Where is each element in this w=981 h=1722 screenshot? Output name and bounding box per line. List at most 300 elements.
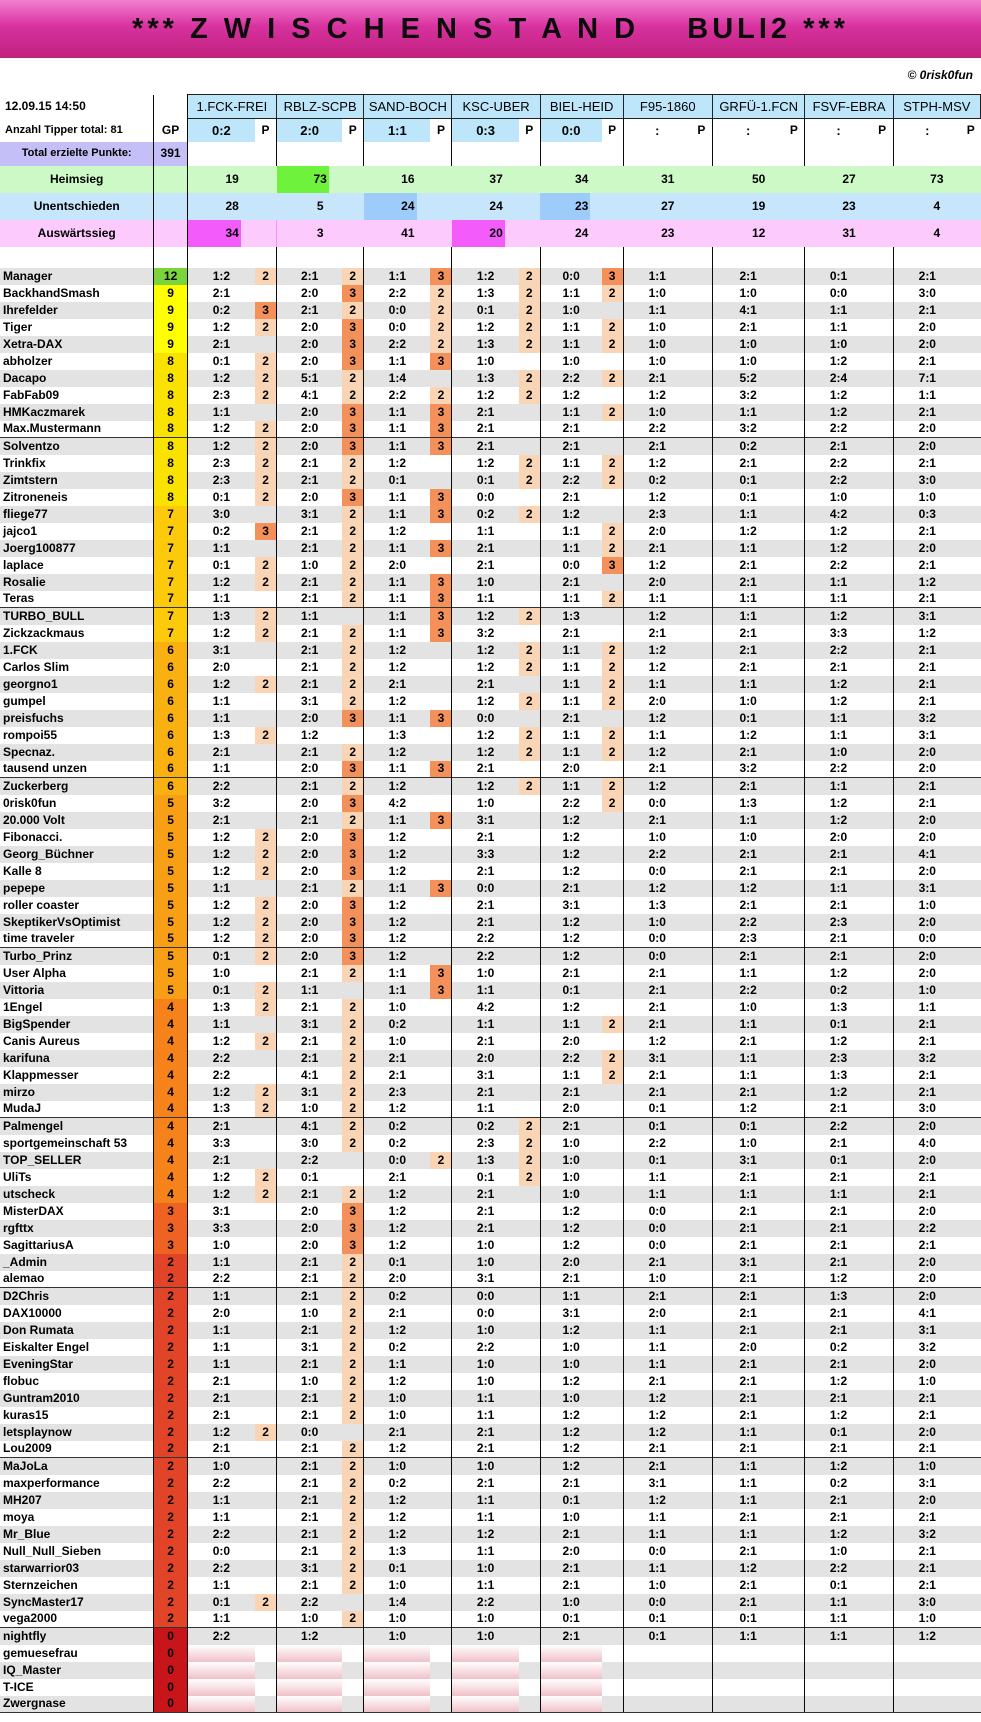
- tip-score: 1:4: [364, 1594, 431, 1611]
- tip-score: 2:1: [364, 1305, 431, 1322]
- tip-score: 1:1: [540, 285, 601, 302]
- tip-points: 2: [342, 1016, 364, 1033]
- tip-points: [783, 1492, 805, 1509]
- tip-score: 1:2: [540, 1373, 601, 1390]
- tip-points: [691, 557, 713, 574]
- tip-score: 1:2: [805, 795, 872, 812]
- tip-score: 2:0: [893, 319, 961, 336]
- tip-points: 2: [519, 642, 541, 659]
- tip-score: 2:1: [277, 778, 343, 795]
- player-name: rgfttx: [0, 1220, 154, 1237]
- tip-points: [961, 455, 981, 472]
- tip-score: 1:0: [540, 1356, 601, 1373]
- tip-points: [519, 591, 541, 608]
- tip-points: [519, 676, 541, 693]
- stat-value: 4: [893, 220, 980, 247]
- player-gp: 7: [154, 540, 187, 557]
- tip-score: 2:0: [277, 897, 343, 914]
- tip-score: 1:1: [623, 1339, 691, 1356]
- tip-score: 0:0: [452, 1288, 519, 1305]
- tip-points: [783, 540, 805, 557]
- tip-points: 2: [430, 336, 452, 353]
- tip-points: 2: [602, 319, 624, 336]
- tip-score: 0:1: [623, 1152, 691, 1169]
- tip-points: [430, 557, 452, 574]
- player-row: [0, 676, 981, 693]
- tip-points: [872, 1543, 894, 1560]
- player-gp: 8: [154, 455, 187, 472]
- tip-score: 1:1: [187, 404, 255, 421]
- tip-points: [783, 1186, 805, 1203]
- tip-points: 2: [342, 1033, 364, 1050]
- tip-points: [519, 880, 541, 897]
- tip-score: 1:2: [452, 608, 519, 625]
- tip-score: 2:1: [893, 659, 961, 676]
- tip-points: [602, 761, 624, 778]
- tip-points: [961, 1509, 981, 1526]
- tip-score: 2:2: [187, 1050, 255, 1067]
- tip-score: 1:0: [277, 1611, 343, 1628]
- tip-score: 2:2: [805, 455, 872, 472]
- tip-score: 0:0: [623, 948, 691, 965]
- tip-points: [783, 1322, 805, 1339]
- tip-points: [519, 438, 541, 455]
- tip-score: 4:1: [712, 302, 783, 319]
- player-gp: 2: [154, 1543, 187, 1560]
- tip-points: 2: [342, 557, 364, 574]
- tip-points: 2: [602, 455, 624, 472]
- tip-points: [255, 659, 277, 676]
- tip-points: [872, 812, 894, 829]
- tip-points: [602, 1424, 624, 1441]
- tip-points: [783, 1101, 805, 1118]
- tip-points: [872, 285, 894, 302]
- tip-score: 1:1: [623, 1169, 691, 1186]
- player-gp: 7: [154, 608, 187, 625]
- player-row: [0, 1203, 981, 1220]
- tip-score: 1:2: [623, 608, 691, 625]
- tip-score: 2:0: [540, 1254, 601, 1271]
- tip-score: 1:1: [805, 319, 872, 336]
- tip-points: [430, 642, 452, 659]
- tip-points: [783, 727, 805, 744]
- tip-points: [519, 982, 541, 999]
- tip-points: [430, 455, 452, 472]
- tip-score: 1:2: [364, 1237, 431, 1254]
- player-name: tausend unzen: [3, 761, 88, 776]
- tip-points: [783, 761, 805, 778]
- tip-points: [961, 778, 981, 795]
- tip-points: 2: [519, 608, 541, 625]
- tip-points: [519, 1543, 541, 1560]
- tip-score: 1:2: [805, 1033, 872, 1050]
- tip-score: 1:2: [452, 727, 519, 744]
- tip-points: 2: [255, 999, 277, 1016]
- tip-score: 2:1: [187, 1441, 255, 1458]
- tip-score: 0:1: [364, 472, 431, 489]
- tip-points: [961, 1135, 981, 1152]
- tip-points: 2: [602, 370, 624, 387]
- tip-score: 0:1: [623, 1611, 691, 1628]
- tip-points: [872, 914, 894, 931]
- tip-points: [519, 1611, 541, 1628]
- tip-points: [602, 1169, 624, 1186]
- tip-points: [430, 1475, 452, 1492]
- player-row: [0, 1696, 981, 1713]
- tip-score: 1:2: [187, 1084, 255, 1101]
- tip-points: [691, 1407, 713, 1424]
- tip-score: 0:0: [364, 1152, 431, 1169]
- tip-points: [255, 880, 277, 897]
- tip-score: 3:1: [623, 1475, 691, 1492]
- tip-points: [255, 965, 277, 982]
- player-row: [0, 1237, 981, 1254]
- tip-score: 1:2: [805, 608, 872, 625]
- tip-score: 2:1: [805, 438, 872, 455]
- tip-points: 2: [342, 1543, 364, 1560]
- tip-score: 1:1: [805, 727, 872, 744]
- tip-points: [691, 1220, 713, 1237]
- tip-score: 2:1: [277, 1475, 343, 1492]
- tip-points: [961, 1611, 981, 1628]
- tip-points: [872, 931, 894, 948]
- tip-points: [342, 1424, 364, 1441]
- tip-points: [255, 795, 277, 812]
- tip-score: 1:1: [805, 302, 872, 319]
- tip-score: 2:2: [805, 1560, 872, 1577]
- player-row: [0, 1526, 981, 1543]
- tip-points: [691, 863, 713, 880]
- tip-points: [691, 931, 713, 948]
- tip-score: 2:0: [277, 1220, 343, 1237]
- tip-points: [961, 1084, 981, 1101]
- tip-score: 2:1: [805, 1390, 872, 1407]
- tip-score: 2:0: [805, 829, 872, 846]
- tip-points: [872, 1152, 894, 1169]
- tip-score: 1:1: [623, 727, 691, 744]
- player-row: [0, 693, 981, 710]
- tipper-count: Anzahl Tipper total: 81: [5, 123, 123, 136]
- tip-score: 2:1: [893, 1169, 961, 1186]
- tip-score: 2:1: [712, 642, 783, 659]
- points-header: P: [789, 122, 798, 137]
- tip-score: 2:1: [893, 642, 961, 659]
- tip-points: [430, 897, 452, 914]
- tip-points: [872, 795, 894, 812]
- tip-points: [872, 1237, 894, 1254]
- tip-points: 2: [342, 1475, 364, 1492]
- tip-score: 2:1: [623, 1458, 691, 1475]
- player-name: Max.Mustermann: [3, 421, 102, 436]
- tip-score: 2:1: [893, 676, 961, 693]
- tip-score: 1:0: [540, 1509, 601, 1526]
- player-gp: 2: [154, 1424, 187, 1441]
- tip-score: 1:2: [623, 1407, 691, 1424]
- tip-score: 1:2: [623, 557, 691, 574]
- tip-score: 0:1: [187, 353, 255, 370]
- tip-points: [961, 863, 981, 880]
- tip-points: [872, 353, 894, 370]
- stat-value: 37: [452, 166, 540, 193]
- player-gp: 7: [154, 506, 187, 523]
- player-name: gumpel: [3, 693, 46, 708]
- tip-score: 1:2: [623, 642, 691, 659]
- tip-score: 1:0: [623, 285, 691, 302]
- tip-points: 3: [342, 336, 364, 353]
- tip-points: 2: [342, 387, 364, 404]
- player-name: SkeptikerVsOptimist: [0, 914, 154, 931]
- tip-score: 2:1: [805, 1305, 872, 1322]
- player-gp: 2: [154, 1475, 187, 1492]
- tip-score: 2:0: [623, 574, 691, 591]
- player-row: [0, 795, 981, 812]
- tip-points: [872, 744, 894, 761]
- tip-points: 2: [342, 1067, 364, 1084]
- tip-score: 1:0: [452, 965, 519, 982]
- tip-score: 1:2: [187, 625, 255, 642]
- player-name: Klappmesser: [3, 1067, 79, 1082]
- player-row: [0, 812, 981, 829]
- tip-score: 1:1: [712, 540, 783, 557]
- tip-points: 2: [602, 795, 624, 812]
- player-row: [0, 1679, 981, 1696]
- tip-score: 2:0: [893, 1271, 961, 1288]
- tip-score: 2:0: [277, 914, 343, 931]
- tip-points: [783, 880, 805, 897]
- tip-points: 3: [342, 353, 364, 370]
- tip-points: [783, 336, 805, 353]
- player-row: [0, 1084, 981, 1101]
- tip-score: 1:1: [364, 812, 431, 829]
- tip-score: 1:0: [540, 1169, 601, 1186]
- tip-points: [602, 1288, 624, 1305]
- tip-points: [519, 1271, 541, 1288]
- tip-points: [961, 285, 981, 302]
- tip-points: [872, 642, 894, 659]
- player-row: [0, 1628, 981, 1645]
- tip-points: [430, 1543, 452, 1560]
- tip-score: 1:2: [540, 1458, 601, 1475]
- tip-score: 1:1: [712, 812, 783, 829]
- player-gp: 8: [154, 370, 187, 387]
- player-name: Joerg100877: [0, 540, 154, 557]
- player-gp: 2: [154, 1288, 187, 1305]
- tip-score: 1:0: [540, 1135, 601, 1152]
- tip-points: 2: [342, 1458, 364, 1475]
- tip-score: 1:2: [364, 846, 431, 863]
- tip-points: 2: [342, 506, 364, 523]
- player-name: SyncMaster17: [0, 1594, 154, 1611]
- tip-points: [691, 1203, 713, 1220]
- tip-score: 1:1: [540, 455, 601, 472]
- tip-score: 1:1: [364, 591, 431, 608]
- tip-points: [783, 438, 805, 455]
- tip-score: 0:1: [540, 1611, 601, 1628]
- tip-points: [430, 1356, 452, 1373]
- tip-points: [872, 1509, 894, 1526]
- match-result: 0:2: [187, 119, 255, 142]
- tip-score: 2:1: [277, 472, 343, 489]
- tip-points: [961, 1424, 981, 1441]
- tip-score: 1:2: [805, 676, 872, 693]
- tip-points: [872, 1526, 894, 1543]
- player-gp: 2: [154, 1526, 187, 1543]
- tip-points: [783, 846, 805, 863]
- tip-score: 1:2: [364, 778, 431, 795]
- tip-score: 0:2: [712, 438, 783, 455]
- tip-points: [691, 778, 713, 795]
- tip-score: 1:1: [540, 591, 601, 608]
- player-gp: 6: [154, 676, 187, 693]
- tip-points: [872, 1220, 894, 1237]
- tip-points: 2: [519, 659, 541, 676]
- tip-points: 2: [342, 472, 364, 489]
- stat-value: 34: [540, 166, 623, 193]
- tip-score: 1:0: [452, 1322, 519, 1339]
- tip-points: 2: [342, 812, 364, 829]
- tip-points: [691, 710, 713, 727]
- tip-points: [602, 1543, 624, 1560]
- player-row: [0, 1424, 981, 1441]
- tip-points: 2: [255, 1594, 277, 1611]
- tip-points: [691, 1254, 713, 1271]
- player-name: HMKaczmarek: [0, 404, 154, 421]
- tip-score: 3:3: [452, 846, 519, 863]
- tip-points: [961, 931, 981, 948]
- player-gp: 9: [154, 302, 187, 319]
- tip-score: 2:1: [364, 1424, 431, 1441]
- tip-score: 0:0: [452, 710, 519, 727]
- tip-points: 2: [255, 897, 277, 914]
- tip-score: 1:1: [277, 608, 343, 625]
- tip-score: 2:1: [893, 557, 961, 574]
- tip-points: [872, 608, 894, 625]
- tip-score: 2:0: [277, 1237, 343, 1254]
- tip-score: 1:1: [805, 1594, 872, 1611]
- tip-score: 1:2: [540, 1237, 601, 1254]
- tip-score: 3:1: [893, 1322, 961, 1339]
- tip-points: [872, 1033, 894, 1050]
- tip-score: 4:2: [452, 999, 519, 1016]
- tip-points: 2: [602, 693, 624, 710]
- tip-points: [872, 472, 894, 489]
- tip-score: 1:2: [452, 268, 519, 285]
- tip-points: 2: [342, 965, 364, 982]
- tip-score: 1:1: [540, 319, 601, 336]
- tip-score: 1:1: [712, 1186, 783, 1203]
- tip-points: 3: [602, 268, 624, 285]
- stat-value: 24: [364, 193, 452, 220]
- tip-points: [602, 1560, 624, 1577]
- player-row: [0, 1118, 981, 1135]
- tip-points: 3: [430, 710, 452, 727]
- player-name: Manager: [0, 268, 154, 285]
- tip-points: 3: [430, 591, 452, 608]
- player-gp: 5: [154, 931, 187, 948]
- tip-score: 2:1: [712, 1373, 783, 1390]
- tip-points: [961, 1390, 981, 1407]
- tip-score: 1:0: [623, 404, 691, 421]
- tip-score: 3:1: [893, 727, 961, 744]
- tip-points: 2: [342, 523, 364, 540]
- player-row: [0, 846, 981, 863]
- tip-score: 2:1: [277, 591, 343, 608]
- points-header: P: [608, 122, 617, 137]
- tip-score: 1:1: [187, 761, 255, 778]
- tip-points: [691, 1611, 713, 1628]
- tip-points: [872, 1016, 894, 1033]
- tip-score: 2:2: [540, 370, 601, 387]
- tip-points: [872, 897, 894, 914]
- tip-points: [430, 1084, 452, 1101]
- tip-points: [872, 1118, 894, 1135]
- tip-points: [691, 1271, 713, 1288]
- stat-value: 73: [277, 166, 364, 193]
- tip-points: [691, 846, 713, 863]
- tip-score: 1:1: [805, 1611, 872, 1628]
- tip-points: [602, 302, 624, 319]
- tip-points: [255, 693, 277, 710]
- tip-score: 1:1: [187, 1356, 255, 1373]
- tip-score: 2:1: [277, 999, 343, 1016]
- tip-score: 2:1: [277, 625, 343, 642]
- player-row: [0, 1560, 981, 1577]
- tip-score: 1:0: [364, 1577, 431, 1594]
- tip-points: [783, 1628, 805, 1645]
- tip-score: 2:1: [893, 302, 961, 319]
- stat-value: 31: [805, 220, 893, 247]
- tip-points: [691, 1305, 713, 1322]
- tip-score: 2:1: [712, 897, 783, 914]
- tip-score: 2:0: [364, 557, 431, 574]
- tip-score: 2:0: [623, 1305, 691, 1322]
- tip-score: 1:0: [540, 302, 601, 319]
- tip-points: [691, 404, 713, 421]
- tip-score: 2:1: [893, 455, 961, 472]
- tip-points: [691, 693, 713, 710]
- tip-score: 2:2: [187, 1526, 255, 1543]
- tip-points: 2: [342, 1288, 364, 1305]
- tip-points: [519, 1526, 541, 1543]
- tip-score: 2:1: [452, 540, 519, 557]
- tip-points: [602, 863, 624, 880]
- tip-points: [783, 608, 805, 625]
- tip-score: 2:2: [187, 1628, 255, 1645]
- stat-value: 27: [805, 166, 893, 193]
- tip-points: [961, 268, 981, 285]
- tip-points: [602, 1356, 624, 1373]
- tip-points: [602, 574, 624, 591]
- tip-points: 3: [430, 574, 452, 591]
- tip-score: 1:1: [364, 880, 431, 897]
- tip-score: 2:0: [893, 1288, 961, 1305]
- tip-points: [602, 1509, 624, 1526]
- tip-score: 0:1: [805, 1424, 872, 1441]
- player-gp: 7: [154, 574, 187, 591]
- tip-points: [255, 1356, 277, 1373]
- tip-points: [691, 1509, 713, 1526]
- tip-score: 1:0: [540, 1594, 601, 1611]
- tip-points: [872, 965, 894, 982]
- player-name: MaJoLa: [0, 1458, 154, 1475]
- tip-points: 3: [430, 268, 452, 285]
- tip-points: [255, 1628, 277, 1645]
- page-title: *** Z W I S C H E N S T A N D BULI2 ***: [132, 12, 849, 45]
- tip-score: 3:0: [893, 1594, 961, 1611]
- tip-score: 1:0: [893, 1611, 961, 1628]
- player-row: [0, 897, 981, 914]
- tip-score: 2:1: [364, 676, 431, 693]
